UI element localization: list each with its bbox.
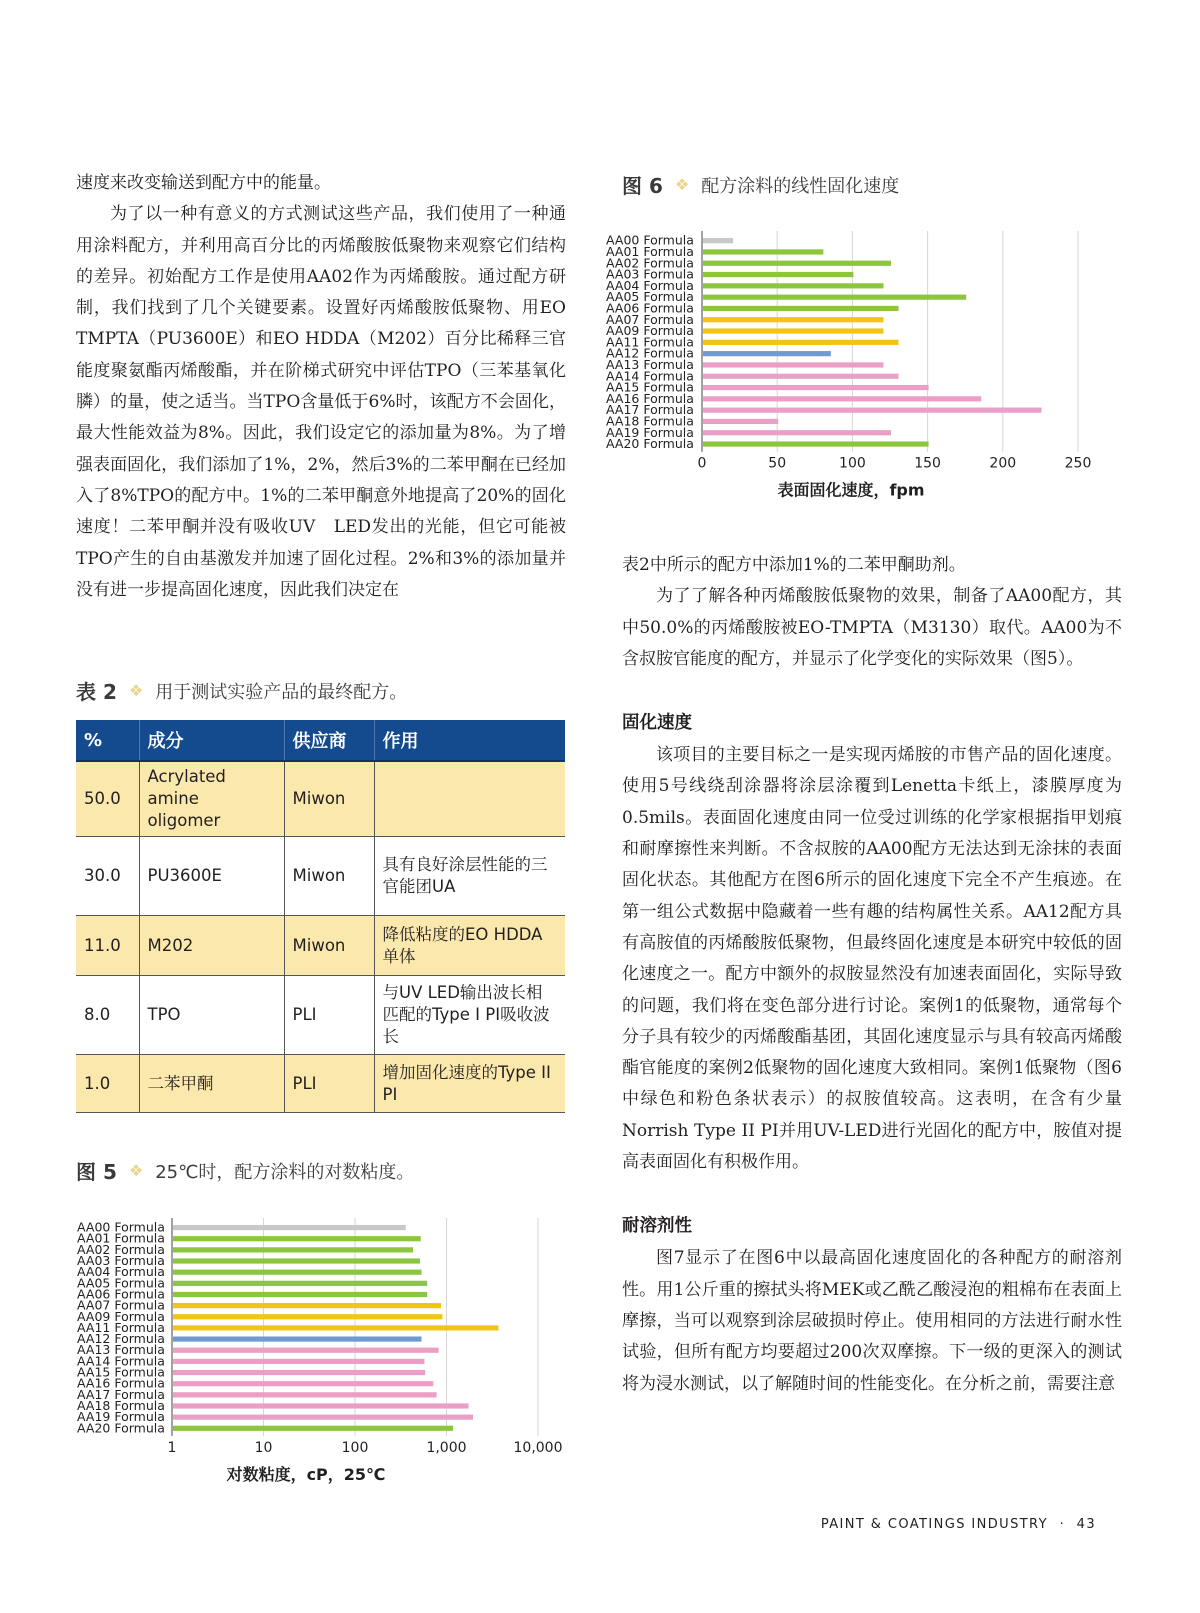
journal-name: PAINT & COATINGS INDUSTRY xyxy=(820,1517,1049,1532)
category-label: AA11 Formula xyxy=(77,1319,165,1335)
page-number: 43 xyxy=(1076,1517,1096,1532)
category-label: AA12 Formula xyxy=(606,345,694,361)
category-label: AA06 Formula xyxy=(77,1286,165,1302)
bar xyxy=(703,340,899,345)
figure-6-title xyxy=(622,170,899,199)
category-label: AA15 Formula xyxy=(606,379,694,395)
cell-ingredient: M202 xyxy=(139,916,284,976)
bar xyxy=(703,419,778,424)
x-tick-label: 10 xyxy=(254,1439,273,1456)
table-label: 表 2 xyxy=(76,680,117,704)
bar xyxy=(703,283,883,288)
bar xyxy=(173,1247,413,1252)
bar xyxy=(173,1403,469,1408)
category-label: AA19 Formula xyxy=(606,424,694,440)
paragraph: 速度来改变输送到配方中的能量。 xyxy=(76,173,331,193)
category-label: AA19 Formula xyxy=(77,1409,165,1425)
x-tick-label: 150 xyxy=(914,455,941,472)
category-label: AA06 Formula xyxy=(606,300,694,316)
bar xyxy=(173,1236,421,1241)
bar xyxy=(703,261,891,266)
x-tick-label: 1,000 xyxy=(426,1439,467,1456)
category-label: AA05 Formula xyxy=(606,289,694,305)
x-axis-label: 对数粘度，cP，25℃ xyxy=(226,1464,386,1484)
col-header-supplier: 供应商 xyxy=(284,720,374,761)
x-tick-label: 250 xyxy=(1064,455,1092,472)
bar xyxy=(173,1292,427,1297)
bar xyxy=(703,351,831,356)
cell-ingredient: PU3600E xyxy=(139,837,284,916)
paragraph: 图7显示了在图6中以最高固化速度固化的各种配方的耐溶剂性。用1公斤重的擦拭头将MEK或乙酰乙酸浸泡的粗棉布在表面上摩擦，当可以观察到涂层破损时停止。使用相同的方法进行耐水性试验，但所有配方均要超过200次双摩擦。下一级的更深入的测试将为浸水测试，以了解随时间的性能变化。在分析之前，需要注意 xyxy=(622,1248,1122,1394)
category-label: AA05 Formula xyxy=(77,1275,165,1291)
figure-caption: 配方涂料的线性固化速度 xyxy=(701,175,900,197)
category-label: AA07 Formula xyxy=(606,311,694,327)
col-header-role: 作用 xyxy=(374,720,565,761)
bar xyxy=(703,362,883,367)
col-header-percent: % xyxy=(76,720,139,761)
bar xyxy=(703,385,929,390)
paragraph: 表2中所示的配方中添加1%的二苯甲酮助剂。 xyxy=(622,555,966,575)
figure-5-chart xyxy=(0,1215,600,1505)
bar xyxy=(703,272,853,277)
category-label: AA00 Formula xyxy=(606,232,694,248)
category-label: AA09 Formula xyxy=(606,323,694,339)
category-label: AA01 Formula xyxy=(606,243,694,259)
category-label: AA14 Formula xyxy=(77,1353,165,1369)
cell-role: 与UV LED输出波长相匹配的Type I PI吸收波长 xyxy=(374,976,565,1055)
bar xyxy=(173,1381,433,1386)
bar xyxy=(173,1336,422,1341)
category-label: AA13 Formula xyxy=(77,1342,165,1358)
cell-percent: 30.0 xyxy=(76,837,139,916)
cell-percent: 8.0 xyxy=(76,976,139,1055)
diamond-icon: ❖ xyxy=(674,175,690,194)
table-row xyxy=(76,1055,565,1113)
bar xyxy=(173,1314,442,1319)
bar xyxy=(703,317,883,322)
cell-percent: 11.0 xyxy=(76,916,139,976)
bar xyxy=(173,1325,498,1330)
bar xyxy=(703,238,733,243)
cell-percent: 1.0 xyxy=(76,1055,139,1113)
category-label: AA16 Formula xyxy=(77,1375,165,1391)
category-label: AA02 Formula xyxy=(606,255,694,271)
x-tick-label: 50 xyxy=(768,455,787,472)
category-label: AA03 Formula xyxy=(77,1253,165,1269)
bar xyxy=(703,249,823,254)
category-label: AA14 Formula xyxy=(606,368,694,384)
category-label: AA11 Formula xyxy=(606,334,694,350)
bar xyxy=(173,1348,439,1353)
category-label: AA17 Formula xyxy=(606,402,694,418)
x-tick-label: 0 xyxy=(697,455,707,472)
category-label: AA04 Formula xyxy=(606,277,694,293)
category-label: AA16 Formula xyxy=(606,390,694,406)
col-header-ingredient: 成分 xyxy=(139,720,284,761)
x-tick-label: 1 xyxy=(167,1439,177,1456)
cell-role: 降低粘度的EO HDDA单体 xyxy=(374,916,565,976)
category-label: AA12 Formula xyxy=(77,1331,165,1347)
figure-label: 图 5 xyxy=(76,1160,117,1184)
bar xyxy=(703,328,883,333)
bar xyxy=(703,441,929,446)
category-label: AA17 Formula xyxy=(77,1386,165,1402)
diamond-icon: ❖ xyxy=(128,1161,144,1180)
bar xyxy=(703,306,899,311)
category-label: AA13 Formula xyxy=(606,356,694,372)
cell-supplier: PLI xyxy=(284,976,374,1055)
x-tick-label: 100 xyxy=(341,1439,369,1456)
figure-6-chart xyxy=(600,228,1120,518)
category-label: AA20 Formula xyxy=(606,436,694,452)
figure-label: 图 6 xyxy=(622,174,663,198)
cell-ingredient: TPO xyxy=(139,976,284,1055)
x-axis-label: 表面固化速度，fpm xyxy=(777,480,925,500)
x-tick-label: 10,000 xyxy=(513,1439,563,1456)
cell-ingredient: Acrylated amine oligomer xyxy=(139,761,284,837)
table-row xyxy=(76,916,565,976)
table-2 xyxy=(76,720,565,1113)
bar xyxy=(173,1303,441,1308)
bar xyxy=(173,1392,437,1397)
cell-ingredient: 二苯甲酮 xyxy=(139,1055,284,1113)
cell-role xyxy=(374,761,565,837)
table-2-title xyxy=(76,676,407,705)
x-tick-label: 200 xyxy=(989,455,1017,472)
category-label: AA02 Formula xyxy=(77,1241,165,1257)
bar xyxy=(173,1415,473,1420)
cell-supplier: Miwon xyxy=(284,761,374,837)
paragraph: 为了以一种有意义的方式测试这些产品，我们使用了一种通用涂料配方，并利用高百分比的丙烯酸胺低聚物来观察它们结构的差异。初始配方工作是使用AA02作为丙烯酸胺。通过配方研制，我们找到了几个关键要素。设置好丙烯酸胺低聚物、用EO TMPTA（PU3600E）和EO HDDA（M202）百分比稀释三官能度聚氨酯丙烯酸酯，并在阶梯式研究中评估TPO（三苯基氧化膦）的量，使之适当。当TPO含量低于6%时，该配方不会固化，最大性能效益为8%。因此，我们设定它的添加量为8%。为了增强表面固化，我们添加了1%，2%，然后3%的二苯甲酮在已经加入了8%TPO的配方中。1%的二苯甲酮意外地提高了20%的固化速度！二苯甲酮并没有吸收UV LED发出的光能，但它可能被TPO产生的自由基激发并加速了固化过程。2%和3%的添加量并没有进一步提高固化速度，因此我们决定在 xyxy=(76,204,566,600)
bar xyxy=(703,374,899,379)
table-caption: 用于测试实验产品的最终配方。 xyxy=(155,681,408,703)
left-column-text xyxy=(76,168,566,606)
figure-5-title xyxy=(76,1156,414,1185)
category-label: AA18 Formula xyxy=(606,413,694,429)
paragraph: 该项目的主要目标之一是实现丙烯胺的市售产品的固化速度。使用5号线绕刮涂器将涂层涂覆到Lenetta卡纸上，漆膜厚度为0.5mils。表面固化速度由同一位受过训练的化学家根据指甲划痕和耐摩擦性来判断。不含叔胺的AA00配方无法达到无涂抹的表面固化状态。其他配方在图6所示的固化速度下完全不产生痕迹。在第一组公式数据中隐藏着一些有趣的结构属性关系。AA12配方具有高胺值的丙烯酸胺低聚物，但最终固化速度是本研究中较低的固化速度之一。配方中额外的叔胺显然没有加速表面固化，实际导致的问题，我们将在变色部分进行讨论。案例1的低聚物，通常每个分子具有较少的丙烯酸酯基团，其固化速度显示与具有较高丙烯酸酯官能度的案例2低聚物的固化速度大致相同。案例1低聚物（图6中绿色和粉色条状表示）的叔胺值较高。这表明，在含有少量Norrish Type II PI并用UV-LED进行光固化的配方中，胺值对提高表面固化有积极作用。 xyxy=(622,745,1122,1173)
bar xyxy=(173,1370,425,1375)
category-label: AA04 Formula xyxy=(77,1264,165,1280)
bar xyxy=(173,1270,422,1275)
bar xyxy=(703,295,966,300)
section-heading: 耐溶剂性 xyxy=(622,1216,692,1237)
cell-role: 具有良好涂层性能的三官能团UA xyxy=(374,837,565,916)
category-label: AA03 Formula xyxy=(606,266,694,282)
category-label: AA07 Formula xyxy=(77,1297,165,1313)
category-label: AA00 Formula xyxy=(77,1219,165,1235)
diamond-icon: ❖ xyxy=(128,681,144,700)
bar xyxy=(703,408,1041,413)
table-row xyxy=(76,976,565,1055)
bar xyxy=(703,396,981,401)
cell-supplier: PLI xyxy=(284,1055,374,1113)
x-tick-label: 100 xyxy=(839,455,866,472)
cell-role: 增加固化速度的Type II PI xyxy=(374,1055,565,1113)
bar xyxy=(173,1426,453,1431)
table-row xyxy=(76,761,565,837)
table-header-row xyxy=(76,720,565,761)
category-label: AA01 Formula xyxy=(77,1230,165,1246)
cell-supplier: Miwon xyxy=(284,837,374,916)
bar xyxy=(173,1359,424,1364)
category-label: AA15 Formula xyxy=(77,1364,165,1380)
bar xyxy=(703,430,891,435)
cell-percent: 50.0 xyxy=(76,761,139,837)
category-label: AA20 Formula xyxy=(77,1420,165,1436)
bar xyxy=(173,1281,427,1286)
cell-supplier: Miwon xyxy=(284,916,374,976)
bar xyxy=(173,1258,420,1263)
bar xyxy=(173,1225,406,1230)
table-row xyxy=(76,837,565,916)
page-footer xyxy=(821,1517,1096,1532)
section-heading: 固化速度 xyxy=(622,713,692,734)
footer-separator: · xyxy=(1059,1517,1066,1532)
right-column-text xyxy=(622,550,1122,1400)
paragraph: 为了了解各种丙烯酸胺低聚物的效果，制备了AA00配方，其中50.0%的丙烯酸胺被EO-TMPTA（M3130）取代。AA00为不含叔胺官能度的配方，并显示了化学变化的实际效果（图5）。 xyxy=(622,586,1122,669)
category-label: AA09 Formula xyxy=(77,1308,165,1324)
category-label: AA18 Formula xyxy=(77,1397,165,1413)
figure-caption: 25℃时，配方涂料的对数粘度。 xyxy=(155,1161,415,1183)
